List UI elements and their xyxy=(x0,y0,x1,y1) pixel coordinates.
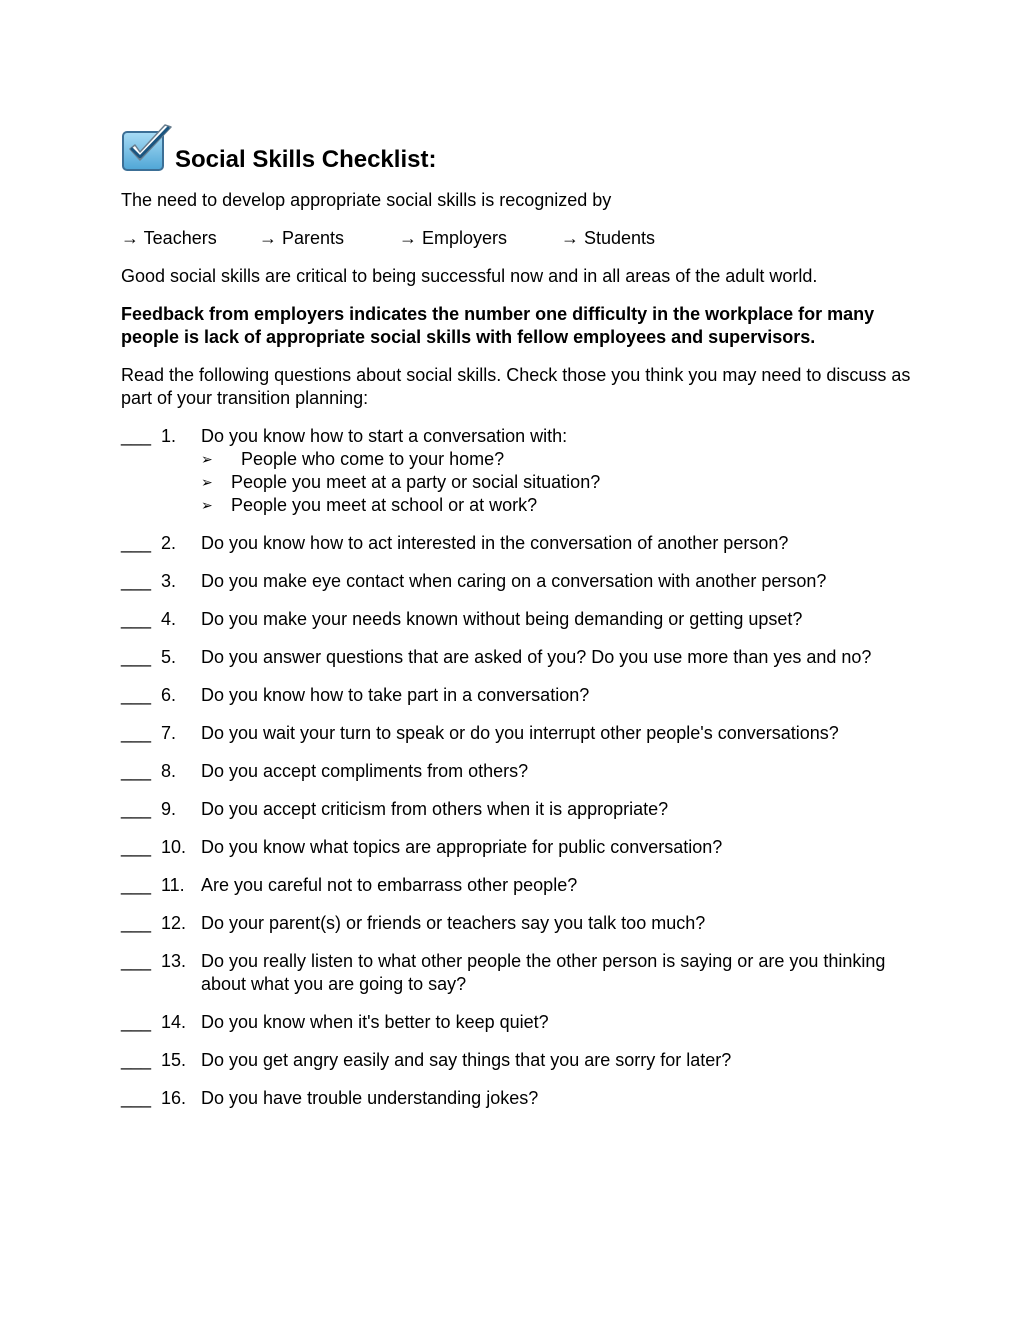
check-blank[interactable]: ___ xyxy=(121,913,152,933)
good-skills-text: Good social skills are critical to being successful now and in all areas of the adult world. xyxy=(121,266,818,286)
check-blank[interactable]: ___ xyxy=(121,685,152,705)
question-text: Do you really listen to what other people the other person is saying or are you thinking about what you are going to say? xyxy=(201,951,886,994)
question-item xyxy=(121,532,911,555)
question-number: 3. xyxy=(161,571,177,591)
question-text: Do you know when it's better to keep quiet? xyxy=(201,1012,549,1032)
sub-item-text: People who come to your home? xyxy=(241,449,505,469)
question-number: 4. xyxy=(161,609,177,629)
question-number: 15. xyxy=(161,1050,187,1070)
question-item xyxy=(121,912,911,935)
check-blank[interactable]: ___ xyxy=(121,837,152,857)
feedback-text: Feedback from employers indicates the number one difficulty in the workplace for many people is lack of appropriate social skills with fellow employees and supervisors. xyxy=(121,304,875,347)
arrowhead-bullet-icon: ➢ xyxy=(201,474,213,490)
role-teachers: → Teachers xyxy=(121,228,217,248)
role-students: → Students xyxy=(561,228,656,248)
role-parents: → Parents xyxy=(259,228,345,248)
intro-text: The need to develop appropriate social skills is recognized by xyxy=(121,190,612,210)
instructions-text: Read the following questions about social skills. Check those you think you may need to discuss as part of your transition planning: xyxy=(121,365,911,408)
question-number: 10. xyxy=(161,837,187,857)
question-item xyxy=(121,836,911,859)
document-page xyxy=(121,118,911,1110)
check-blank[interactable]: ___ xyxy=(121,875,152,895)
check-blank[interactable]: ___ xyxy=(121,426,152,446)
question-number: 11. xyxy=(161,875,185,895)
question-text: Do you make eye contact when caring on a conversation with another person? xyxy=(201,571,827,591)
question-number: 1. xyxy=(161,426,177,446)
title-row xyxy=(121,118,911,174)
question-text: Do you accept compliments from others? xyxy=(201,761,529,781)
sub-item xyxy=(201,494,911,517)
question-number: 12. xyxy=(161,913,187,933)
sub-item xyxy=(201,448,911,471)
check-blank[interactable]: ___ xyxy=(121,761,152,781)
question-item xyxy=(121,570,911,593)
sub-item-text: People you meet at a party or social situation? xyxy=(231,472,601,492)
question-number: 2. xyxy=(161,533,177,553)
checkbox-checked-icon xyxy=(121,122,175,174)
check-blank[interactable]: ___ xyxy=(121,799,152,819)
question-text: Do your parent(s) or friends or teachers say you talk too much? xyxy=(201,913,706,933)
question-number: 14. xyxy=(161,1012,187,1032)
question-text: Do you wait your turn to speak or do you interrupt other people's conversations? xyxy=(201,723,839,743)
arrowhead-bullet-icon: ➢ xyxy=(201,451,213,467)
question-item xyxy=(121,1049,911,1072)
check-blank[interactable]: ___ xyxy=(121,951,152,971)
question-item xyxy=(121,684,911,707)
question-item xyxy=(121,425,911,448)
question-number: 16. xyxy=(161,1088,187,1108)
sub-list xyxy=(201,448,911,517)
question-number: 13. xyxy=(161,951,187,971)
question-text: Do you get angry easily and say things that you are sorry for later? xyxy=(201,1050,732,1070)
arrowhead-bullet-icon: ➢ xyxy=(201,497,213,513)
check-blank[interactable]: ___ xyxy=(121,609,152,629)
question-number: 9. xyxy=(161,799,177,819)
question-text: Do you have trouble understanding jokes? xyxy=(201,1088,539,1108)
question-number: 7. xyxy=(161,723,177,743)
question-text: Do you accept criticism from others when it is appropriate? xyxy=(201,799,669,819)
role-employers: → Employers xyxy=(399,228,508,248)
question-item xyxy=(121,646,911,669)
question-item xyxy=(121,950,911,996)
check-blank[interactable]: ___ xyxy=(121,533,152,553)
question-item xyxy=(121,798,911,821)
question-number: 6. xyxy=(161,685,177,705)
sub-item xyxy=(201,471,911,494)
sub-item-text: People you meet at school or at work? xyxy=(231,495,538,515)
question-item xyxy=(121,722,911,745)
check-blank[interactable]: ___ xyxy=(121,1050,152,1070)
question-text: Do you know what topics are appropriate for public conversation? xyxy=(201,837,723,857)
question-text: Are you careful not to embarrass other people? xyxy=(201,875,578,895)
roles-row xyxy=(121,227,911,250)
question-item xyxy=(121,1011,911,1034)
question-item xyxy=(121,1087,911,1110)
question-text: Do you make your needs known without being demanding or getting upset? xyxy=(201,609,803,629)
check-blank[interactable]: ___ xyxy=(121,647,152,667)
check-blank[interactable]: ___ xyxy=(121,1012,152,1032)
question-text: Do you know how to act interested in the conversation of another person? xyxy=(201,533,789,553)
question-text: Do you know how to start a conversation with: xyxy=(201,426,568,446)
question-item xyxy=(121,608,911,631)
check-blank[interactable]: ___ xyxy=(121,1088,152,1108)
question-item xyxy=(121,760,911,783)
question-item xyxy=(121,874,911,897)
question-text: Do you know how to take part in a conversation? xyxy=(201,685,590,705)
check-blank[interactable]: ___ xyxy=(121,723,152,743)
question-number: 8. xyxy=(161,761,177,781)
page-title: Social Skills Checklist: xyxy=(175,146,437,173)
question-number: 5. xyxy=(161,647,177,667)
check-blank[interactable]: ___ xyxy=(121,571,152,591)
question-text: Do you answer questions that are asked of you? Do you use more than yes and no? xyxy=(201,647,872,667)
question-list xyxy=(121,425,911,1110)
